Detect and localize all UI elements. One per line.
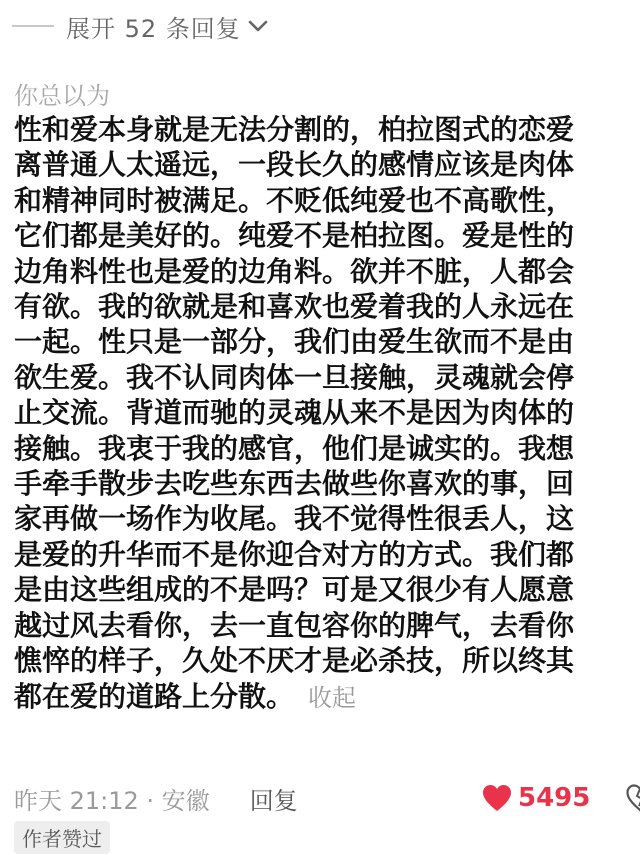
expand-divider-line [12, 25, 54, 27]
comment-line: 止交流。背道而驰的灵魂从来不是因为肉体的 [14, 396, 575, 430]
like-count: 5495 [518, 783, 591, 813]
comment-line: 它们都是美好的。纯爱不是柏拉图。爱是性的 [14, 219, 575, 253]
comment-line: 家再做一场作为收尾。我不觉得性很丢人，这 [14, 502, 575, 536]
comment-last-line [14, 679, 630, 716]
comment-line: 越过风去看你，去一直包容你的脾气，去看你 [14, 608, 575, 642]
comment-line: 离普通人太遥远，一段长久的感情应该是肉体 [14, 148, 575, 182]
chevron-down-icon[interactable] [247, 15, 269, 37]
comment-line: 是由这些组成的不是吗？可是又很少有人愿意 [14, 573, 575, 607]
comment-line: 欲生爱。我不认同肉体一旦接触，灵魂就会停 [14, 360, 575, 394]
comment-line: 有欲。我的欲就是和喜欢也爱着我的人永远在 [14, 290, 575, 324]
comment-line: 是爱的升华而不是你迎合对方的方式。我们都 [14, 537, 575, 571]
like-button[interactable] [482, 780, 590, 816]
comment-line: 性和爱本身就是无法分割的，柏拉图式的恋爱 [14, 113, 575, 146]
comment-line: 手牵手散步去吃些东西去做些你喜欢的事，回 [14, 467, 575, 501]
collapse-button[interactable]: 收起 [308, 683, 357, 712]
comment-line: 一起。性只是一部分，我们由爱生欲而不是由 [14, 325, 575, 359]
heart-icon[interactable] [482, 784, 512, 812]
reply-button[interactable]: 回复 [249, 786, 298, 815]
comment-line: 憔悴的样子，久处不厌才是必杀技，所以终其 [14, 644, 575, 678]
comment-line: 接触。我衷于我的感官，他们是诚实的。我想 [14, 431, 575, 465]
comment-timestamp-location: 昨天 21:12 · 安徽 [14, 786, 210, 815]
comment-author[interactable]: 你总以为 [14, 82, 110, 110]
comment-line: 和精神同时被满足。不贬低纯爱也不高歌性， [14, 183, 575, 217]
dislike-heart-icon[interactable] [626, 784, 640, 812]
comment-meta-row [14, 780, 640, 816]
author-liked-badge: 作者赞过 [14, 821, 110, 854]
comment-line: 边角料性也是爱的边角料。欲并不脏，人都会 [14, 254, 575, 288]
expand-replies-label[interactable]: 展开 52 条回复 [66, 14, 241, 43]
expand-replies-row[interactable] [0, 6, 640, 46]
comment-line: 都在爱的道路上分散。 [14, 679, 295, 713]
comment-text [14, 112, 630, 716]
